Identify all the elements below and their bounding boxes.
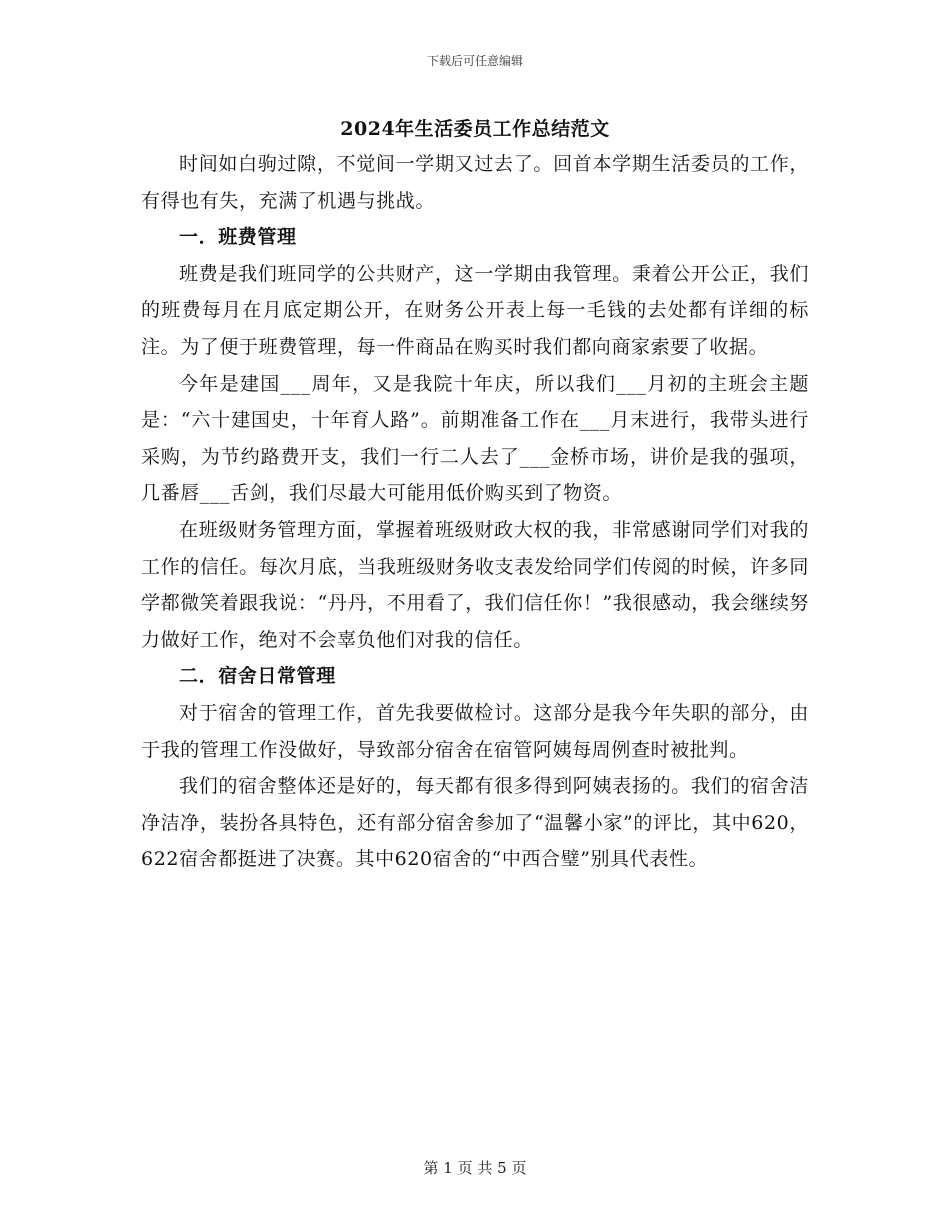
paragraph: 我们的宿舍整体还是好的，每天都有很多得到阿姨表扬的。我们的宿舍洁净洁净，装扮各具特色，还有部分宿舍参加了“温馨小家”的评比，其中620，622宿舍都挺进了决赛。其中620宿舍的“中西合璧”别具代表性。 <box>141 775 809 871</box>
document-body <box>141 146 809 878</box>
page-number: 第 1 页 共 5 页 <box>423 1159 527 1177</box>
intro-paragraph: 时间如白驹过隙，不觉间一学期又过去了。回首本学期生活委员的工作，有得也有失，充满了机遇与挑战。 <box>141 153 809 212</box>
header-note: 下载后可任意编辑 <box>426 54 523 68</box>
section-heading-class-fee: 一．班费管理 <box>179 226 297 249</box>
paragraph: 班费是我们班同学的公共财产，这一学期由我管理。秉着公开公正，我们的班费每月在月底定期公开，在财务公开表上每一毛钱的去处都有详细的标注。为了便于班费管理，每一件商品在购买时我们都向商家索要了收据。 <box>141 262 809 358</box>
paragraph: 对于宿舍的管理工作，首先我要做检讨。这部分是我今年失职的部分，由于我的管理工作没做好，导致部分宿舍在宿管阿姨每周例查时被批判。 <box>141 701 809 761</box>
document-title: 2024年生活委员工作总结范文 <box>340 118 610 140</box>
section-heading-dormitory: 二．宿舍日常管理 <box>179 665 336 688</box>
paragraph: 在班级财务管理方面，掌握着班级财政大权的我，非常感谢同学们对我的工作的信任。每次月底，当我班级财务收支表发给同学们传阅的时候，许多同学都微笑着跟我说：“丹丹，不用看了，我们信任你！”我很感动，我会继续努力做好工作，绝对不会辜负他们对我的信任。 <box>141 518 809 651</box>
paragraph: 今年是建国___周年，又是我院十年庆，所以我们___月初的主班会主题是：“六十建国史，十年育人路”。前期准备工作在___月末进行，我带头进行采购，为节约路费开支，我们一行二人去了___金桥市场，讲价是我的强项，几番唇___舌剑，我们尽最大可能用低价购买到了物资。 <box>141 372 809 505</box>
